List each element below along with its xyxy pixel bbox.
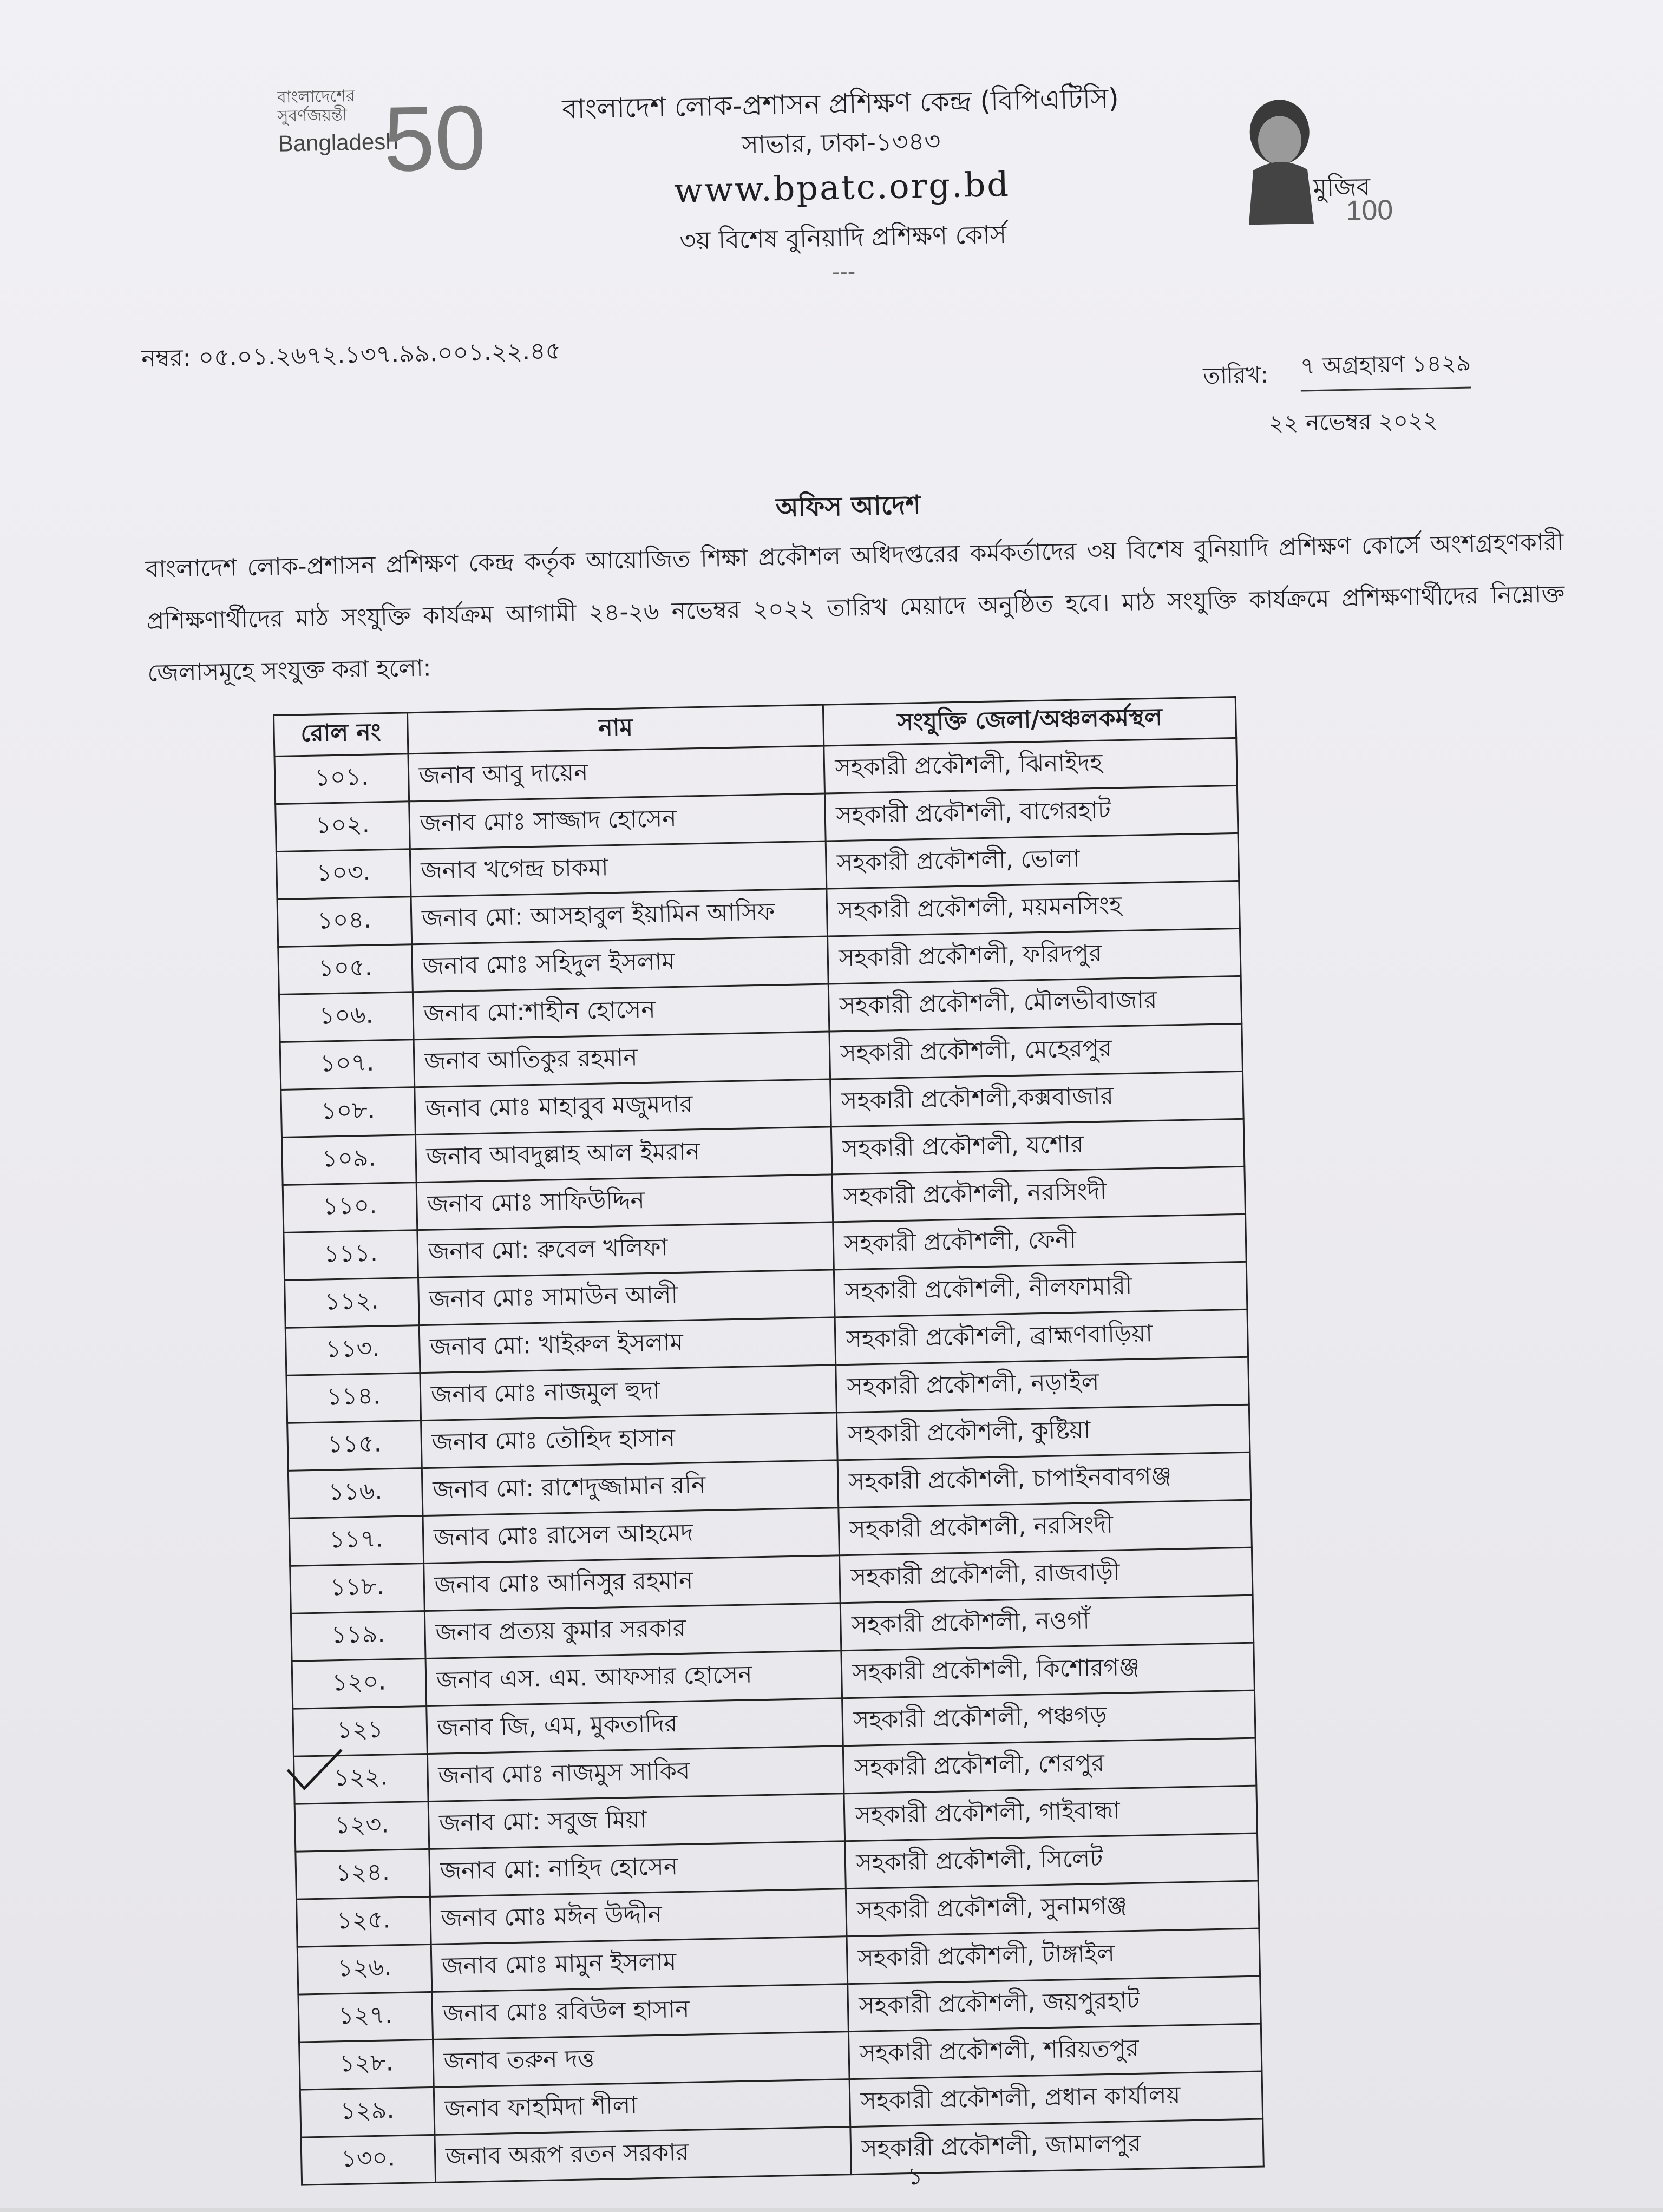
header-separator: --- xyxy=(832,259,856,285)
handwritten-tick-mark xyxy=(285,1747,345,1791)
place-cell: সহকারী প্রকৌশলী, প্রধান কার্যালয় xyxy=(850,2071,1263,2127)
name-cell: জনাব আবদুল্লাহ আল ইমরান xyxy=(415,1127,832,1183)
trainee-attachment-table xyxy=(273,696,1265,2186)
roll-cell: ১১৫. xyxy=(287,1421,422,1471)
place-cell: সহকারী প্রকৌশলী, রাজবাড়ী xyxy=(840,1547,1253,1603)
header-place: সংযুক্তি জেলা/অঞ্চলকর্মস্থল xyxy=(823,697,1236,746)
place-cell: সহকারী প্রকৌশলী, যশোর xyxy=(832,1119,1245,1174)
roll-cell: ১২৯. xyxy=(300,2087,434,2137)
roll-cell: ১১৭. xyxy=(289,1516,423,1566)
place-cell: সহকারী প্রকৌশলী, টাঙ্গাইল xyxy=(847,1928,1260,1984)
roll-cell: ১২৪. xyxy=(296,1849,430,1899)
roll-cell: ১১৩. xyxy=(285,1325,420,1376)
place-cell: সহকারী প্রকৌশলী, সুনামগঞ্জ xyxy=(846,1881,1259,1937)
place-cell: সহকারী প্রকৌশলী, চাপাইনবাবগঞ্জ xyxy=(838,1452,1251,1508)
roll-cell: ১০২. xyxy=(276,802,410,852)
name-cell: জনাব খগেন্দ্র চাকমা xyxy=(410,841,827,897)
place-cell: সহকারী প্রকৌশলী, কিশোরগঞ্জ xyxy=(841,1643,1254,1698)
roll-cell: ১১৪. xyxy=(286,1373,421,1423)
name-cell: জনাব জি, এম, মুকতাদির xyxy=(427,1698,843,1754)
name-cell: জনাব তরুন দত্ত xyxy=(433,2032,849,2088)
name-cell: জনাব এস. এম. আফসার হোসেন xyxy=(425,1651,842,1706)
place-cell: সহকারী প্রকৌশলী, ভোলা xyxy=(826,833,1239,889)
roll-cell: ১২৭. xyxy=(298,1992,433,2042)
mujib-100-logo xyxy=(1230,87,1406,231)
roll-cell: ১১৯. xyxy=(291,1611,425,1662)
name-cell: জনাব মোঃ রবিউল হাসান xyxy=(432,1984,849,2040)
place-cell: সহকারী প্রকৌশলী, গাইবান্ধা xyxy=(844,1786,1257,1841)
place-cell: সহকারী প্রকৌশলী, ফরিদপুর xyxy=(828,928,1241,984)
name-cell: জনাব আতিকুর রহমান xyxy=(414,1032,830,1087)
place-cell: সহকারী প্রকৌশলী, শেরপুর xyxy=(843,1738,1256,1794)
svg-text:বাংলাদেশের: বাংলাদেশের xyxy=(277,87,355,107)
course-title: ৩য় বিশেষ বুনিয়াদি প্রশিক্ষণ কোর্স xyxy=(679,219,1007,255)
name-cell: জনাব মোঃ নাজমুস সাকিব xyxy=(427,1746,844,1802)
place-cell: সহকারী প্রকৌশলী, জয়পুরহাট xyxy=(848,1976,1261,2032)
name-cell: জনাব মোঃ মাহাবুব মজুমদার xyxy=(415,1079,832,1135)
roll-cell: ১০৬. xyxy=(279,992,413,1042)
place-cell: সহকারী প্রকৌশলী, সিলেট xyxy=(845,1833,1258,1889)
header-roll: রোল নং xyxy=(274,713,408,757)
name-cell: জনাব মো: সবুজ মিয়া xyxy=(428,1794,845,1849)
page-number: ১ xyxy=(907,2162,924,2191)
name-cell: জনাব মোঃ রাসেল আহমেদ xyxy=(423,1508,840,1564)
roll-cell: ১২০. xyxy=(292,1659,426,1709)
name-cell: জনাব মোঃ সাজ্জাদ হোসেন xyxy=(409,793,826,849)
roll-cell: ১১০. xyxy=(283,1183,417,1233)
place-cell: সহকারী প্রকৌশলী, পঞ্চগড় xyxy=(842,1690,1255,1746)
roll-cell: ১০৫. xyxy=(278,944,413,995)
name-cell: জনাব ফাহমিদা শীলা xyxy=(434,2079,850,2135)
roll-cell: ১১৮. xyxy=(290,1564,424,1614)
name-cell: জনাব মো: খাইরুল ইসলাম xyxy=(419,1317,836,1373)
name-cell: জনাব মোঃ মামুন ইসলাম xyxy=(431,1937,848,1992)
roll-cell: ১১১. xyxy=(284,1230,418,1281)
svg-text:সুবর্ণজয়ন্তী: সুবর্ণজয়ন্তী xyxy=(277,106,348,126)
place-cell: সহকারী প্রকৌশলী, জামালপুর xyxy=(850,2119,1263,2175)
roll-cell: ১০৮. xyxy=(281,1087,415,1138)
name-cell: জনাব মো: আসহাবুল ইয়ামিন আসিফ xyxy=(411,889,828,944)
place-cell: সহকারী প্রকৌশলী,কক্সবাজার xyxy=(830,1071,1243,1127)
place-cell: সহকারী প্রকৌশলী, বাগেরহাট xyxy=(825,785,1238,841)
place-cell: সহকারী প্রকৌশলী, নরসিংদী xyxy=(832,1166,1245,1222)
place-cell: সহকারী প্রকৌশলী, কুষ্টিয়া xyxy=(837,1404,1250,1460)
roll-cell: ১২৩. xyxy=(294,1801,429,1852)
header-name: নাম xyxy=(407,705,824,754)
roll-cell: ১০৭. xyxy=(280,1040,414,1090)
roll-cell: ১০১. xyxy=(274,754,409,804)
roll-cell: ১২৮. xyxy=(299,2039,434,2090)
name-cell: জনাব মো:শাহীন হোসেন xyxy=(413,984,829,1040)
date-english: ২২ নভেম্বর ২০২২ xyxy=(1268,406,1438,437)
logo-right-number: 100 xyxy=(1345,194,1393,227)
place-cell: সহকারী প্রকৌশলী, নওগাঁ xyxy=(841,1595,1254,1651)
place-cell: সহকারী প্রকৌশলী, ঝিনাইদহ xyxy=(824,738,1237,793)
place-cell: সহকারী প্রকৌশলী, মেহেরপুর xyxy=(829,1023,1242,1079)
name-cell: জনাব মো: রুবেল খলিফা xyxy=(417,1222,834,1278)
roll-cell: ১৩০. xyxy=(301,2135,435,2185)
bangladesh-50-logo xyxy=(271,61,487,200)
name-cell: জনাব মোঃ নাজমুল হুদা xyxy=(420,1365,837,1421)
name-cell: জনাব মোঃ আনিসুর রহমান xyxy=(423,1555,840,1611)
roll-cell: ১২৬. xyxy=(297,1944,431,1994)
place-cell: সহকারী প্রকৌশলী, নরসিংদী xyxy=(839,1500,1252,1555)
website-link[interactable]: www.bpatc.org.bd xyxy=(673,164,1011,211)
office-order-title: অফিস আদেশ xyxy=(775,490,921,523)
document-sheet xyxy=(135,19,1573,2200)
name-cell: জনাব মোঃ মঈন উদ্দীন xyxy=(430,1889,847,1945)
roll-cell: ১২২. xyxy=(293,1754,428,1804)
place-cell: সহকারী প্রকৌশলী, শরিয়তপুর xyxy=(849,2024,1262,2079)
place-cell: সহকারী প্রকৌশলী, মৌলভীবাজার xyxy=(829,976,1242,1032)
name-cell: জনাব আবু দায়েন xyxy=(408,746,825,802)
date-label: তারিখ: xyxy=(1202,361,1269,390)
organization-name: বাংলাদেশ লোক-প্রশাসন প্রশিক্ষণ কেন্দ্র (বিপিএটিসি) xyxy=(561,82,1119,125)
date-bangla: ৭ অগ্রহায়ণ ১৪২৯ xyxy=(1300,345,1471,392)
roll-cell: ১০৩. xyxy=(276,849,410,900)
memo-number: নম্বর: ০৫.০১.২৬৭২.১৩৭.৯৯.০০১.২২.৪৫ xyxy=(141,337,561,373)
organization-address: সাভার, ঢাকা-১৩৪৩ xyxy=(741,126,941,160)
logo-left-number: 50 xyxy=(382,86,487,191)
roll-cell: ১০৪. xyxy=(277,897,411,947)
roll-cell: ১২১ xyxy=(293,1706,427,1757)
place-cell: সহকারী প্রকৌশলী, নীলফামারী xyxy=(834,1262,1247,1317)
roll-cell: ১০৯. xyxy=(282,1135,416,1185)
office-order-body: বাংলাদেশ লোক-প্রশাসন প্রশিক্ষণ কেন্দ্র কর্তৃক আয়োজিত শিক্ষা প্রকৌশল অধিদপ্তরের কর্মকর্তাদের ৩য় বিশেষ বুনিয়াদি প্রশিক্ষণ কোর্সে অংশগ্রহণকারী প্রশিক্ষণার্থীদের মাঠ সংযুক্তি কার্যক্রম আগামী ২৪-২৬ নভেম্বর ২০২২ তারিখ মেয়াদে অনুষ্ঠিত হবে। মাঠ সংযুক্তি কার্যক্রমে প্রশিক্ষণার্থীদের নিম্নোক্ত জেলাসমূহে সংযুক্ত করা হলো: xyxy=(145,528,1565,687)
name-cell: জনাব মো: নাহিদ হোসেন xyxy=(429,1841,846,1897)
name-cell: জনাব অরূপ রতন সরকার xyxy=(435,2127,852,2183)
name-cell: জনাব মোঃ সামাউন আলী xyxy=(418,1270,835,1325)
name-cell: জনাব মোঃ তৌহিদ হাসান xyxy=(421,1413,837,1468)
name-cell: জনাব মোঃ সহিদুল ইসলাম xyxy=(411,936,828,992)
place-cell: সহকারী প্রকৌশলী, ময়মনসিংহ xyxy=(827,881,1240,936)
logo-left-text: Bangladesh xyxy=(278,128,399,156)
name-cell: জনাব মো: রাশেদুজ্জামান রনি xyxy=(422,1460,839,1516)
place-cell: সহকারী প্রকৌশলী, ফেনী xyxy=(833,1214,1246,1270)
name-cell: জনাব প্রত্যয় কুমার সরকার xyxy=(424,1603,841,1659)
table-body xyxy=(274,738,1263,2185)
place-cell: সহকারী প্রকৌশলী, নড়াইল xyxy=(836,1357,1249,1413)
name-cell: জনাব মোঃ সাফিউদ্দিন xyxy=(416,1174,833,1230)
logo-right-text: মুজিব xyxy=(1313,172,1371,203)
roll-cell: ১১৬. xyxy=(288,1468,422,1519)
roll-cell: ১২৫. xyxy=(297,1896,431,1947)
roll-cell: ১১২. xyxy=(285,1278,419,1328)
place-cell: সহকারী প্রকৌশলী, ব্রাহ্মণবাড়িয়া xyxy=(835,1309,1248,1365)
